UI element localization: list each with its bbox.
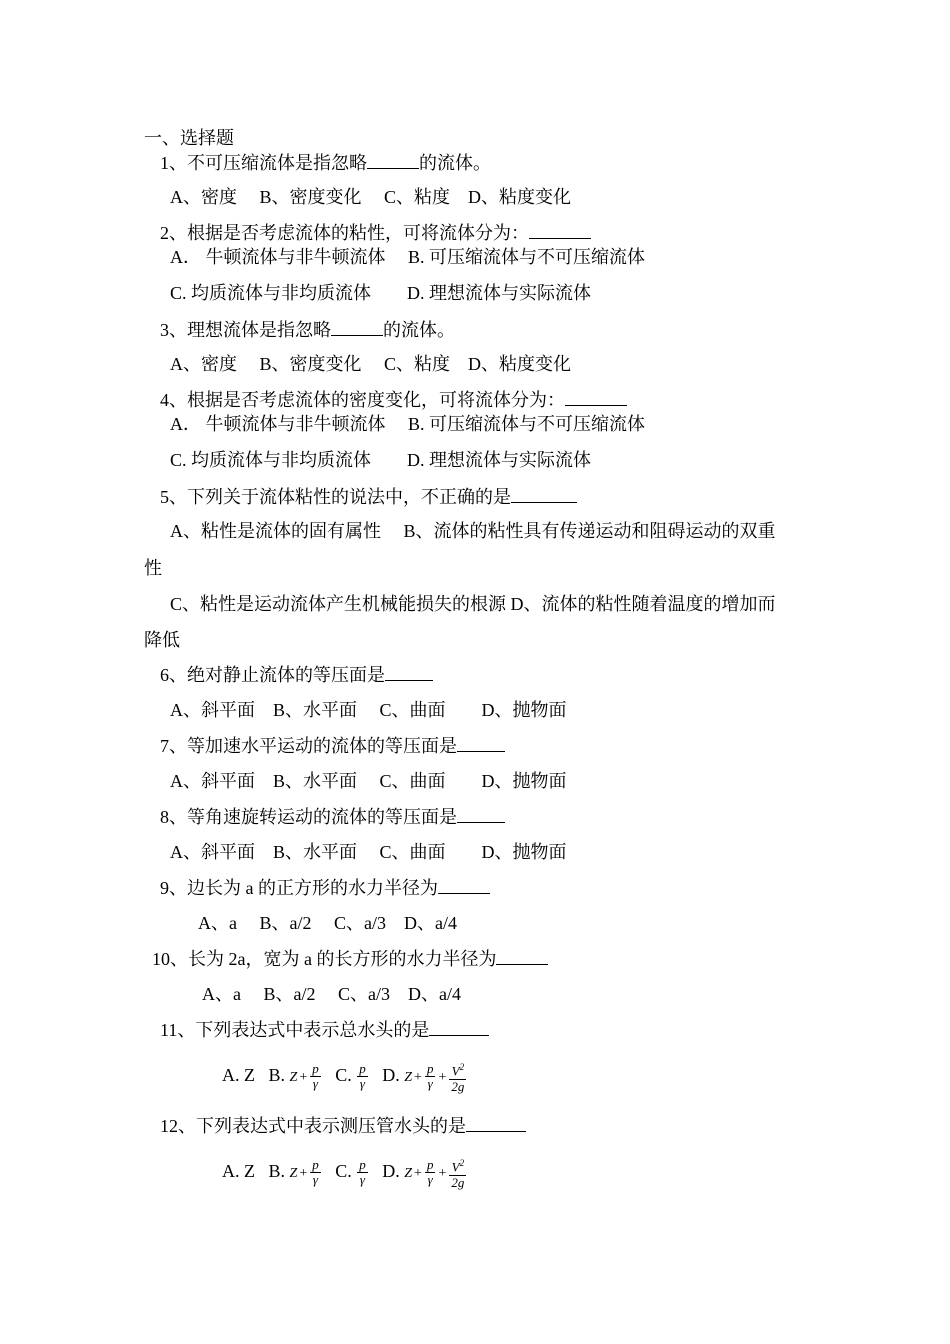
symbol-v: V <box>451 1159 460 1175</box>
question-2-options-1: A． 牛顿流体与非牛顿流体 B. 可压缩流体与不可压缩流体 <box>170 247 646 267</box>
question-7-stem <box>160 733 505 758</box>
question-11-stem <box>160 1017 489 1042</box>
fraction-p-gamma <box>425 1062 436 1091</box>
symbol-v: V <box>451 1063 460 1079</box>
numerator: p <box>359 1157 366 1173</box>
numerator: p <box>359 1061 366 1077</box>
denominator: γ <box>359 1076 366 1092</box>
denominator: γ <box>427 1172 433 1188</box>
question-5-option-c-line: C、粘性是运动流体产生机械能损失的根源 D、流体的粘性随着温度的增加而 <box>170 594 776 614</box>
question-text: 8、等角速旋转运动的流体的等压面是 <box>160 807 457 827</box>
question-2-stem <box>160 220 591 245</box>
question-7-options: A、斜平面 B、水平面 C、曲面 D、抛物面 <box>170 771 567 791</box>
option-c-formula <box>357 1158 368 1187</box>
answer-blank <box>529 220 591 239</box>
denominator: 2g <box>451 1174 465 1190</box>
answer-blank <box>511 484 577 503</box>
plus-sign: + <box>299 1070 308 1085</box>
question-text: 10、长为 2a，宽为 a 的长方形的水力半径为 <box>152 949 497 969</box>
answer-blank <box>367 150 419 169</box>
fraction-p-gamma <box>425 1158 436 1187</box>
option-b-label: B. <box>268 1065 286 1085</box>
numerator: p <box>426 1157 434 1173</box>
answer-blank <box>385 662 433 681</box>
question-text: 6、绝对静止流体的等压面是 <box>160 665 385 685</box>
section-title: 一、选择题 <box>144 128 234 148</box>
question-text-after: 的流体。 <box>383 320 455 340</box>
numerator <box>449 1156 466 1175</box>
symbol-z: Z <box>404 1070 413 1085</box>
question-text: 5、下列关于流体粘性的说法中，不正确的是 <box>160 487 511 507</box>
option-d-formula <box>404 1061 467 1094</box>
answer-blank <box>429 1017 489 1036</box>
denominator: 2g <box>451 1078 465 1094</box>
symbol-z: Z <box>289 1070 298 1085</box>
symbol-z: Z <box>289 1166 298 1181</box>
fraction-p-gamma <box>310 1062 321 1091</box>
denominator: γ <box>427 1076 433 1092</box>
question-9-options: A、a B、a/2 C、a/3 D、a/4 <box>198 913 457 933</box>
numerator: p <box>312 1061 319 1077</box>
numerator: p <box>426 1061 434 1077</box>
plus-sign: + <box>438 1166 447 1181</box>
question-1-stem <box>160 150 491 175</box>
question-5-option-a-line: A、粘性是流体的固有属性 B、流体的粘性具有传递运动和阻碍运动的双重 <box>170 521 776 541</box>
question-6-options: A、斜平面 B、水平面 C、曲面 D、抛物面 <box>170 700 567 720</box>
question-5-option-c-wrap: 降低 <box>144 630 180 650</box>
denominator: γ <box>312 1172 319 1188</box>
question-text: 7、等加速水平运动的流体的等压面是 <box>160 736 457 756</box>
question-4-stem <box>160 387 627 412</box>
answer-blank <box>331 317 383 336</box>
option-c-label: C. <box>335 1065 352 1085</box>
exponent: 2 <box>459 1158 465 1169</box>
plus-sign: + <box>414 1070 422 1085</box>
numerator: p <box>312 1157 319 1173</box>
numerator <box>449 1060 466 1079</box>
question-text: 1、不可压缩流体是指忽略 <box>160 153 367 173</box>
question-11-formula-options <box>222 1053 467 1099</box>
question-10-stem <box>152 946 548 971</box>
question-3-options: A、密度 B、密度变化 C、粘度 D、粘度变化 <box>170 354 572 374</box>
question-9-stem <box>160 875 490 900</box>
fraction-v2-2g <box>449 1156 466 1189</box>
plus-sign: + <box>299 1166 308 1181</box>
denominator: γ <box>359 1172 366 1188</box>
answer-blank <box>466 1113 526 1132</box>
question-8-stem <box>160 804 505 829</box>
answer-blank <box>565 387 627 406</box>
question-text: 4、根据是否考虑流体的密度变化，可将流体分为： <box>160 390 565 410</box>
question-text: 11、下列表达式中表示总水头的是 <box>160 1020 430 1040</box>
question-4-options-1: A． 牛顿流体与非牛顿流体 B. 可压缩流体与不可压缩流体 <box>170 414 646 434</box>
question-3-stem <box>160 317 455 342</box>
question-text-after: 的流体。 <box>419 153 491 173</box>
question-text: 12、下列表达式中表示测压管水头的是 <box>160 1116 466 1136</box>
option-a-value: Z <box>244 1161 255 1181</box>
exponent: 2 <box>459 1062 465 1073</box>
question-10-options: A、a B、a/2 C、a/3 D、a/4 <box>202 984 461 1004</box>
question-8-options: A、斜平面 B、水平面 C、曲面 D、抛物面 <box>170 842 567 862</box>
option-d-label: D. <box>382 1161 400 1181</box>
option-b-formula <box>289 1157 322 1188</box>
question-4-options-2: C. 均质流体与非均质流体 D. 理想流体与实际流体 <box>170 450 592 470</box>
plus-sign: + <box>438 1070 447 1085</box>
question-text: 2、根据是否考虑流体的粘性，可将流体分为： <box>160 223 529 243</box>
question-5-stem <box>160 484 577 509</box>
option-d-formula <box>404 1157 467 1190</box>
symbol-z: Z <box>404 1166 413 1181</box>
question-text: 9、边长为 a 的正方形的水力半径为 <box>160 878 438 898</box>
answer-blank <box>496 946 548 965</box>
question-12-stem <box>160 1113 526 1138</box>
question-2-options-2: C. 均质流体与非均质流体 D. 理想流体与实际流体 <box>170 283 592 303</box>
fraction-v2-2g <box>449 1060 466 1093</box>
answer-blank <box>438 875 490 894</box>
option-b-formula <box>289 1061 322 1092</box>
question-5-option-a-wrap: 性 <box>144 558 162 578</box>
option-c-label: C. <box>335 1161 352 1181</box>
option-c-formula <box>357 1062 368 1091</box>
plus-sign: + <box>414 1166 422 1181</box>
option-b-label: B. <box>268 1161 286 1181</box>
option-a-label: A. <box>222 1065 240 1085</box>
answer-blank <box>457 733 505 752</box>
denominator: γ <box>312 1076 319 1092</box>
option-a-value: Z <box>244 1065 255 1085</box>
question-12-formula-options <box>222 1149 467 1195</box>
fraction-p-gamma <box>310 1158 321 1187</box>
question-text: 3、理想流体是指忽略 <box>160 320 331 340</box>
answer-blank <box>457 804 505 823</box>
option-a-label: A. <box>222 1161 240 1181</box>
question-6-stem <box>160 662 433 687</box>
question-1-options: A、密度 B、密度变化 C、粘度 D、粘度变化 <box>170 187 572 207</box>
option-d-label: D. <box>382 1065 400 1085</box>
